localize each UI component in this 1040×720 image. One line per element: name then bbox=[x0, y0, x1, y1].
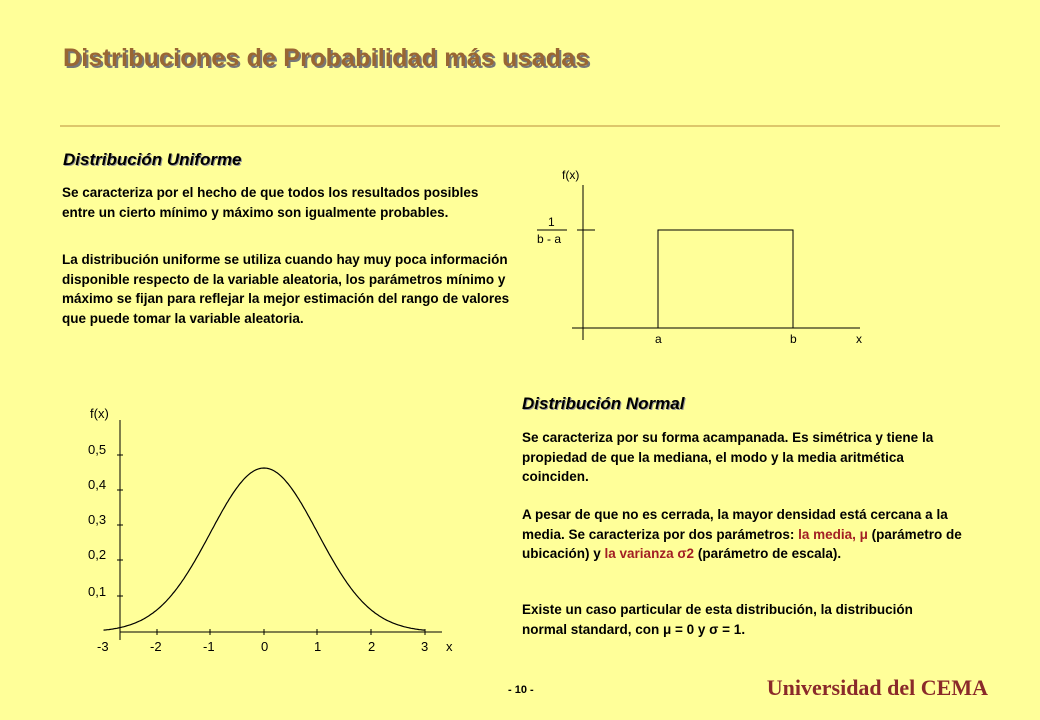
uniform-description: Se caracteriza por el hecho de que todos los resultados posibles entre un cierto mínimo y máximo son igualmente probables. bbox=[62, 185, 479, 220]
uniform-height-numerator: 1 bbox=[548, 215, 555, 229]
normal-ytick-label: 0,1 bbox=[88, 584, 107, 599]
normal-xtick-label: -3 bbox=[97, 639, 109, 654]
normal-xtick-label: -2 bbox=[150, 639, 162, 654]
normal-ytick-label: 0,2 bbox=[88, 547, 107, 562]
uniform-x-label-a: a bbox=[655, 332, 662, 346]
normal-ytick-label: 0,5 bbox=[88, 442, 107, 457]
normal-heading: Distribución Normal bbox=[522, 394, 685, 413]
normal-ytick-label: 0,4 bbox=[88, 477, 107, 492]
uniform-x-label-b: b bbox=[790, 332, 797, 346]
uniform-distribution-graph bbox=[525, 160, 875, 355]
normal-parameters-text: A pesar de que no es cerrada, la mayor densidad está cercana a la media. Se caracteriza por dos parámetros: la media, μ (parámetro de ubicación) y la varianza σ2 (parámetro de escala). bbox=[522, 507, 962, 561]
normal-bell-curve bbox=[104, 468, 425, 630]
normal-distribution-graph bbox=[80, 400, 470, 660]
slide-title: Distribuciones de Probabilidad más usadas bbox=[63, 44, 590, 72]
uniform-y-label: f(x) bbox=[562, 168, 580, 182]
normal-standard-text: Existe un caso particular de esta distribución, la distribución normal standard, con μ = 0 y σ = 1. bbox=[522, 602, 913, 637]
uniform-x-label-x: x bbox=[856, 332, 862, 346]
normal-description: Se caracteriza por su forma acampanada. Es simétrica y tiene la propiedad de que la mediana, el modo y la media aritmética coinciden. bbox=[522, 430, 934, 484]
title-divider bbox=[60, 125, 1000, 127]
normal-xtick-label: 3 bbox=[421, 639, 429, 654]
normal-xtick-label: 2 bbox=[368, 639, 376, 654]
uniform-usage-text: La distribución uniforme se utiliza cuando hay muy poca información disponible respecto de la variable aleatoria, los parámetros mínimo y máximo se fijan para reflejar la mejor estimación del rango de valores que puede tomar la variable aleatoria. bbox=[62, 252, 510, 326]
uniform-heading: Distribución Uniforme bbox=[63, 150, 242, 169]
normal-xtick-label: -1 bbox=[203, 639, 215, 654]
page-number: - 10 - bbox=[508, 684, 534, 696]
normal-y-label: f(x) bbox=[90, 406, 109, 421]
uniform-height-denominator: b - a bbox=[537, 232, 562, 246]
institution-name: Universidad del CEMA bbox=[766, 675, 988, 700]
uniform-density-rect bbox=[658, 230, 793, 328]
normal-x-label: x bbox=[446, 639, 453, 654]
normal-xtick-label: 1 bbox=[314, 639, 322, 654]
normal-xtick-label: 0 bbox=[261, 639, 269, 654]
normal-ytick-label: 0,3 bbox=[88, 512, 107, 527]
